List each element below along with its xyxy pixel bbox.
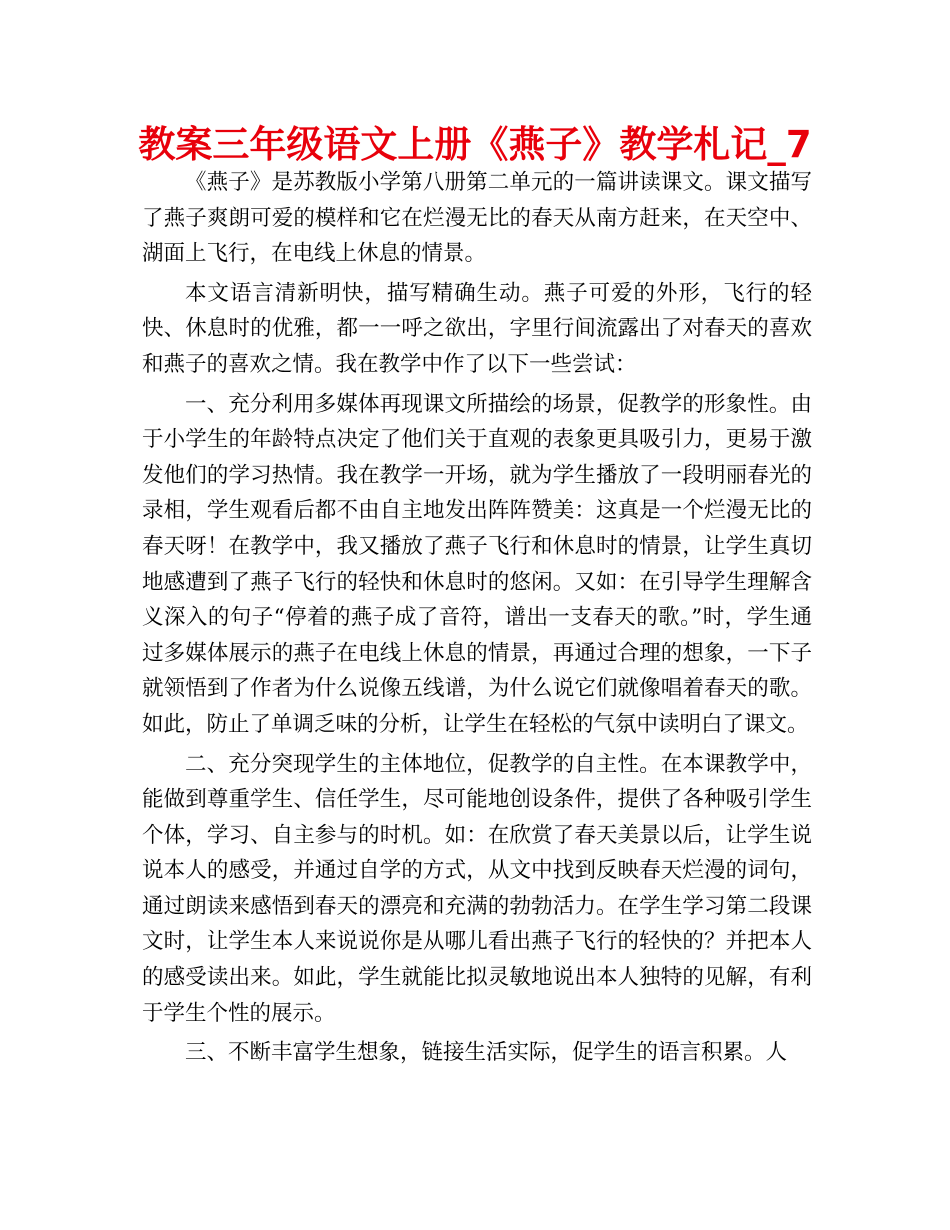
paragraph: 本文语言清新明快，描写精确生动。燕子可爱的外形，飞行的轻快、休息时的优雅，都一一呼之欲出，字里行间流露出了对春天的喜欢和燕子的喜欢之情。我在教学中作了以下一些尝试： [142,280,812,377]
document-title: 教案三年级语文上册《燕子》教学札记_7 [138,123,812,166]
paragraph: 三、不断丰富学生想象，链接生活实际，促学生的语言积累。人 [185,1040,788,1066]
document-body [142,165,812,1075]
paragraph: 《燕子》是苏教版小学第八册第二单元的一篇讲读课文。课文描写了燕子爽朗可爱的模样和它在烂漫无比的春天从南方赶来，在天空中、湖面上飞行，在电线上休息的情景。 [142,170,812,267]
paragraph: 一、充分利用多媒体再现课文所描绘的场景，促教学的形象性。由于小学生的年龄特点决定了他们关于直观的表象更具吸引力，更易于激发他们的学习热情。我在教学一开场，就为学生播放了一段明丽春光的录相，学生观看后都不由自主地发出阵阵赞美：这真是一个烂漫无比的春天呀！在教学中，我又播放了燕子飞行和休息时的情景，让学生真切地感遭到了燕子飞行的轻快和休息时的悠闲。又如：在引导学生理解含义深入的句子“停着的燕子成了音符，谱出一支春天的歌。”时，学生通过多媒体展示的燕子在电线上休息的情景，再通过合理的想象，一下子就领悟到了作者为什么说像五线谱，为什么说它们就像唱着春天的歌。如此，防止了单调乏味的分析，让学生在轻松的气氛中读明白了课文。 [142,391,812,737]
paragraph: 二、充分突现学生的主体地位，促教学的自主性。在本课教学中，能做到尊重学生、信任学生，尽可能地创设条件，提供了各种吸引学生个体，学习、自主参与的时机。如：在欣赏了春天美景以后，让学生说说本人的感受，并通过自学的方式，从文中找到反映春天烂漫的词句，通过朗读来感悟到春天的漂亮和充满的勃勃活力。在学生学习第二段课文时，让学生本人来说说你是从哪儿看出燕子飞行的轻快的？并把本人的感受读出来。如此，学生就能比拟灵敏地说出本人独特的见解，有利于学生个性的展示。 [142,751,812,1026]
